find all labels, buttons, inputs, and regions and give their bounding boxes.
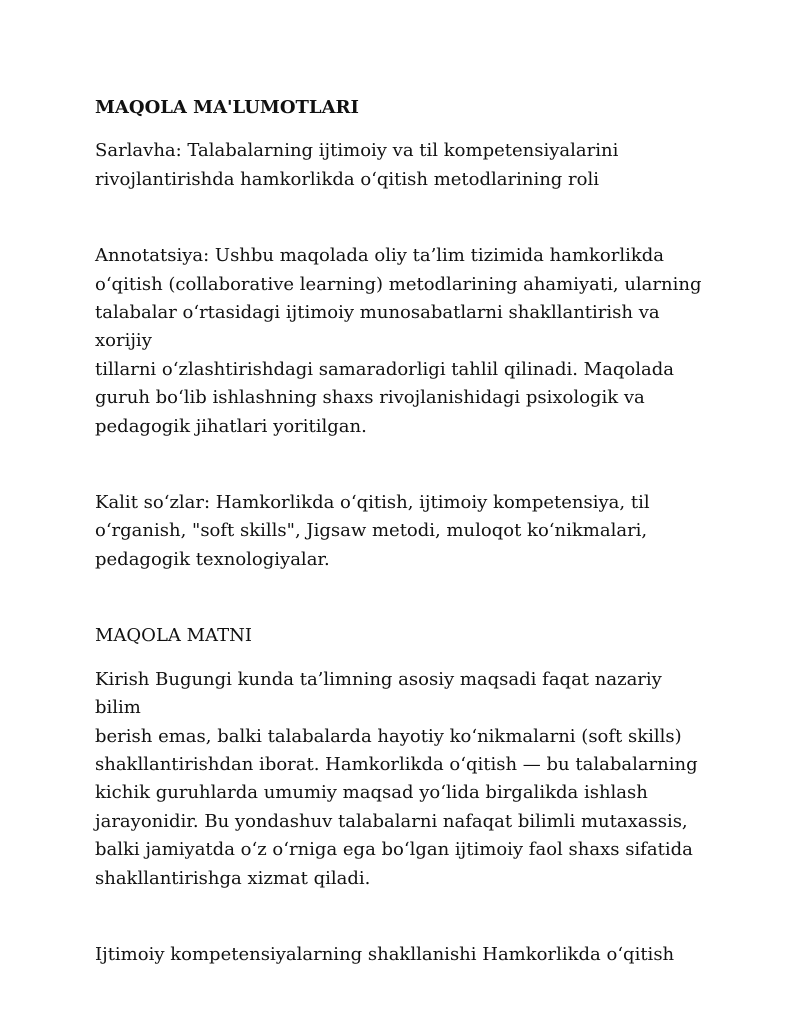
article-info-heading: MAQOLA MA'LUMOTLARI xyxy=(95,97,359,118)
article-intro-paragraph: Kirish Bugungi kunda ta’limning asosiy maqsadi faqat nazariy bilim berish emas, balki talabalarda hayotiy ko‘nikmalarni (soft skills) shakllantirishdan iborat. Hamkorlikda o‘qitish — bu talabalarning kichik guruhlarda umumiy maqsad yo‘lida birgalikda ishlash jarayonidir. Bu yondashuv talabalarni nafaqat bilimli mutaxassis, balki jamiyatda o‘z o‘rniga ega bo‘lgan ijtimoiy faol shaxs sifatida shakllantirishga xizmat qiladi. xyxy=(95,668,698,889)
document-content xyxy=(95,94,707,969)
article-text-heading: MAQOLA MATNI xyxy=(95,625,252,647)
section-start-paragraph: Ijtimoiy kompetensiyalarning shakllanishi Hamkorlikda o‘qitish xyxy=(95,943,675,965)
article-keywords: Kalit so‘zlar: Hamkorlikda o‘qitish, ijtimoiy kompetensiya, til o‘rganish, "soft skills", Jigsaw metodi, muloqot ko‘nikmalari, pedagogik texnologiyalar. xyxy=(95,492,650,570)
article-annotation: Annotatsiya: Ushbu maqolada oliy ta’lim tizimida hamkorlikda o‘qitish (collaborative learning) metodlarining ahamiyati, ularning talabalar o‘rtasidagi ijtimoiy munosabatlarni shakllantirish va xorijiy tillarni o‘zlashtirishdagi samaradorligi tahlil qilinadi. Maqolada guruh bo‘lib ishlashning shaxs rivojlanishidagi psixologik va pedagogik jihatlari yoritilgan. xyxy=(95,245,702,437)
article-title: Sarlavha: Talabalarning ijtimoiy va til kompetensiyalarini rivojlantirishda hamkorlikda o‘qitish metodlarining roli xyxy=(95,140,619,190)
